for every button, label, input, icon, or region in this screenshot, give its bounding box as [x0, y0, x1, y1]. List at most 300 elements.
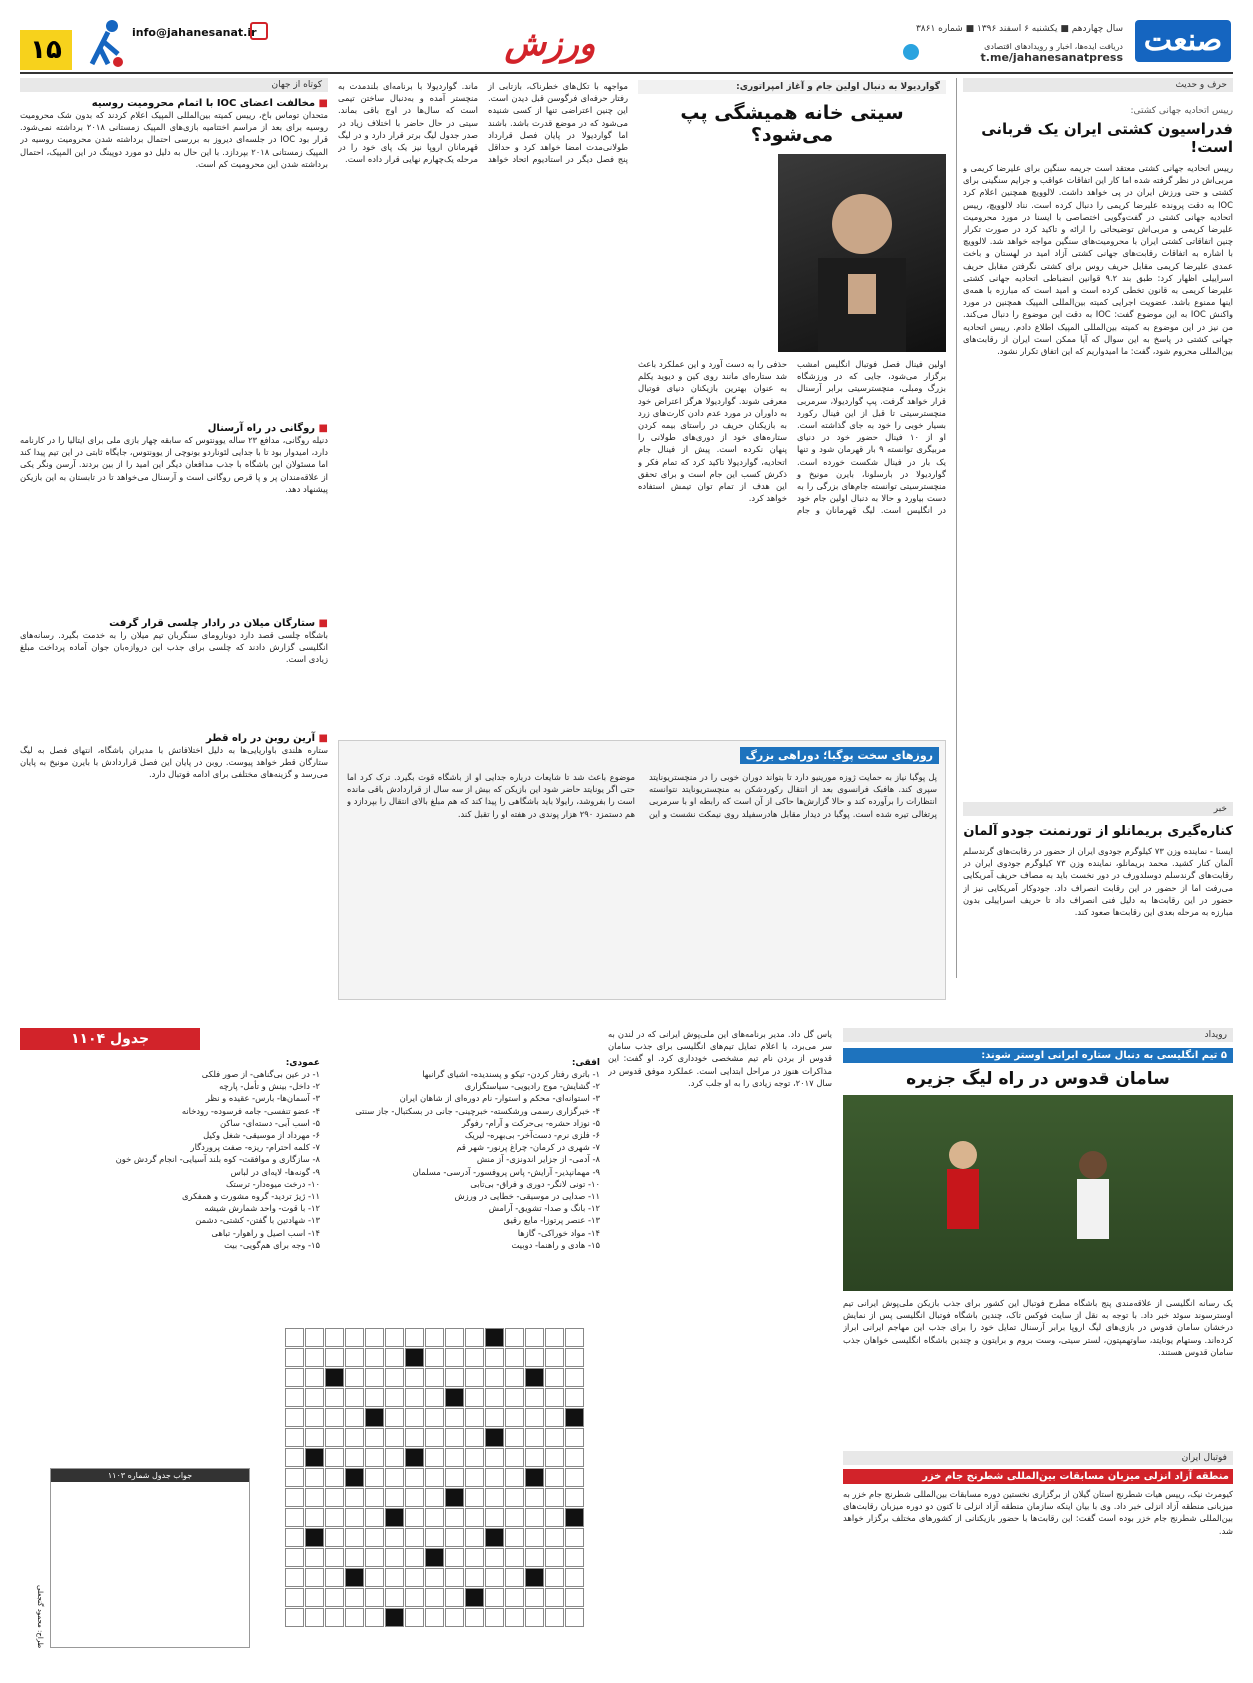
clue: ۱۳- شهادتین با گفتن- کشتی- دشمن [195, 1215, 320, 1226]
crossword-cell[interactable] [445, 1408, 464, 1427]
crossword-cell[interactable] [305, 1588, 324, 1607]
designer-credit: طراح: محمود گنجعلی [36, 1584, 44, 1648]
crossword-cell[interactable] [325, 1548, 344, 1567]
crossword-cell[interactable] [285, 1328, 304, 1347]
crossword-cell [385, 1608, 404, 1627]
crossword-cell[interactable] [405, 1428, 424, 1447]
crossword-cell[interactable] [405, 1608, 424, 1627]
crossword-cell[interactable] [425, 1388, 444, 1407]
crossword-cell[interactable] [365, 1368, 384, 1387]
crossword-cell[interactable] [445, 1468, 464, 1487]
ghoddos-continuation: یاس گل داد. مدیر برنامه‌های این ملی‌پوش ایرانی که در لندن به سر می‌برد، با اعلام تمایل تیم‌های انگلیسی برای جذب سامان قدوس از بردن نام تیم مشخصی خودداری کرد. او گفت: این مذاکرات هنوز در مراحل ابتدایی است. عملکرد موفق قدوس در سال ۲۰۱۷، توجه زیادی را به او جلب کرد. [608, 1029, 832, 1088]
crossword-cell[interactable] [525, 1388, 544, 1407]
pogba-box [338, 740, 946, 1000]
crossword-cell [325, 1368, 344, 1387]
crossword-cell[interactable] [565, 1368, 584, 1387]
clue: ۶- فلزی نرم- دست‌آخر- بی‌بهره- لیریک [464, 1130, 600, 1141]
crossword-cell[interactable] [365, 1468, 384, 1487]
crossword-cell[interactable] [365, 1548, 384, 1567]
column-divider [956, 78, 957, 978]
crossword-cell[interactable] [345, 1548, 364, 1567]
clue: ۱۲- با قوت- واحد شمارش شیشه [204, 1203, 320, 1214]
crossword-cell[interactable] [285, 1348, 304, 1367]
crossword-cell[interactable] [425, 1608, 444, 1627]
crossword-cell[interactable] [305, 1548, 324, 1567]
clue: ۴- عضو تنفسی- جامه فرسوده- رودخانه [181, 1105, 320, 1116]
crossword-cell[interactable] [325, 1528, 344, 1547]
clue: ۲- گشایش- موج رادیویی- سیاستگزاری [464, 1081, 600, 1092]
crossword-cell[interactable] [565, 1568, 584, 1587]
crossword-cell[interactable] [285, 1468, 304, 1487]
crossword-cell[interactable] [365, 1568, 384, 1587]
crossword-cell [345, 1568, 364, 1587]
crossword-cell[interactable] [345, 1328, 364, 1347]
crossword-cell[interactable] [545, 1568, 564, 1587]
crossword-cell[interactable] [325, 1468, 344, 1487]
crossword-cell[interactable] [325, 1328, 344, 1347]
crossword-cell[interactable] [485, 1468, 504, 1487]
crossword-cell[interactable] [305, 1388, 324, 1407]
brief-title: ■ آرین روبن در راه قطر [20, 733, 328, 744]
crossword-cell[interactable] [285, 1528, 304, 1547]
email[interactable]: info@jahanesanat.ir [132, 26, 257, 39]
crossword-cell[interactable] [565, 1608, 584, 1627]
crossword-cell[interactable] [565, 1328, 584, 1347]
crossword-cell[interactable] [345, 1488, 364, 1507]
crossword-cell[interactable] [465, 1408, 484, 1427]
crossword-cell[interactable] [445, 1328, 464, 1347]
crossword-cell[interactable] [285, 1548, 304, 1567]
vertical-label: عمودی: [285, 1058, 320, 1068]
clue: ۱- باتری رفتار کردن- تیکو و پسندیده- اشیای گرانبها [422, 1069, 600, 1079]
crossword-cell[interactable] [545, 1428, 564, 1447]
telegram-link[interactable]: t.me/jahanesanatpress [980, 51, 1123, 64]
crossword-cell[interactable] [405, 1388, 424, 1407]
crossword-cell[interactable] [445, 1348, 464, 1367]
crossword-cell [405, 1348, 424, 1367]
football-photo [843, 1095, 1233, 1291]
section-title: ورزش [504, 24, 596, 64]
clue: ۴- خبرگزاری رسمی ورشکسته- خبرچینی- جانی در بسکتبال- جاز سنتی [355, 1105, 600, 1116]
crossword-cell[interactable] [385, 1388, 404, 1407]
crossword-cell[interactable] [465, 1548, 484, 1567]
crossword-cell[interactable] [525, 1548, 544, 1567]
crossword-cell[interactable] [305, 1608, 324, 1627]
crossword-cell[interactable] [285, 1448, 304, 1467]
crossword-cell[interactable] [385, 1328, 404, 1347]
crossword-cell[interactable] [565, 1528, 584, 1547]
crossword-cell[interactable] [325, 1488, 344, 1507]
crossword-cell[interactable] [285, 1368, 304, 1387]
crossword-cell[interactable] [425, 1408, 444, 1427]
chess-body: کیومرث نیک، رییس هیات شطرنج استان گیلان از برگزاری نخستین دوره مسابقات بین‌المللی شطرنج جام خزر به میزبانی منطقه آزاد انزلی خبر داد. وی با بیان اینکه سازمان منطقه آزاد انزلی تا کنون دو دوره میزبان رقابت‌های بین‌المللی شطرنج جام خزر بوده است گفت: این رقابت‌ها با حضور بازیکنانی از کشورهای مختلف برگزار خواهد شد. [843, 1489, 1233, 1536]
crossword-cell[interactable] [345, 1608, 364, 1627]
crossword-cell[interactable] [545, 1468, 564, 1487]
crossword-cell[interactable] [525, 1528, 544, 1547]
continuation-text: مواجهه با تکل‌های خطرناک، بازتابی از رفتار حرفه‌ای فرگوسن قبل دیدن است. این چنین اعتراضی تنها از کسی شنیده می‌شود که در موضع قدرت باشد. باشند اما گواردیولا در پایان فصل قرارداد طولانی‌مدت امضا خواهد کرد و حداقل پنج فصل دیگر در استادیوم اتحاد خواهد ماند. گواردیولا با برنامه‌ای بلندمدت به منچستر آمده و به‌دنبال ساختن تیمی است که سال‌ها در اوج باقی بماند. سیتی در حال حاضر با اختلاف زیاد در صدر جدول لیگ برتر قرار دارد و در لیگ قهرمانان اروپا نیز یک پای خود را در مرحله یک‌چهارم نهایی قرار داده است. [338, 81, 628, 165]
clue: ۱۴- اسب اصیل و راهوار- تباهی [211, 1227, 320, 1238]
crossword-cell[interactable] [545, 1448, 564, 1467]
crossword-cell[interactable] [525, 1488, 544, 1507]
crossword-cell[interactable] [405, 1588, 424, 1607]
clue: ۳- آسمان‌ها- بارس- عقیده و نظر [205, 1093, 320, 1104]
clue: ۱۳- عنصر پرتوزا- مایع رقیق [503, 1215, 600, 1226]
article-headline: سیتی خانه همیشگی پپ می‌شود؟ [680, 102, 904, 146]
crossword-cell[interactable] [305, 1468, 324, 1487]
telegram-note: دریافت ایده‌ها، اخبار و رویدادهای اقتصادی [984, 42, 1123, 51]
crossword-cell[interactable] [405, 1468, 424, 1487]
clue: ۸- سازگاری و موافقت- کوه بلند آسیایی- انجام گردش خون [115, 1154, 320, 1165]
crossword-cell[interactable] [405, 1568, 424, 1587]
crossword-cell[interactable] [305, 1508, 324, 1527]
crossword-cell[interactable] [485, 1548, 504, 1567]
crossword-cell[interactable] [285, 1428, 304, 1447]
crossword-cell[interactable] [345, 1388, 364, 1407]
crossword-cell[interactable] [525, 1608, 544, 1627]
crossword-cell[interactable] [285, 1608, 304, 1627]
crossword-cell [485, 1528, 504, 1547]
horizontal-clues [340, 1058, 600, 1251]
answer-label: جواب جدول شماره ۱۱۰۳ [51, 1469, 249, 1482]
crossword-cell[interactable] [425, 1328, 444, 1347]
crossword-cell[interactable] [325, 1388, 344, 1407]
chess-label: فوتبال ایران [843, 1451, 1233, 1465]
email-icon [250, 22, 268, 40]
crossword-cell[interactable] [425, 1448, 444, 1467]
crossword-cell[interactable] [505, 1588, 524, 1607]
crossword-cell[interactable] [505, 1408, 524, 1427]
box-body: پل پوگبا نیاز به حمایت ژوزه مورینیو دارد تا بتواند دوران خوبی را در منچستریونایتد سپری کند. هافبک فرانسوی بعد از انتقال رکوردشکن به منچستریونایتد نتوانسته انتظارات را برآورده کند و حالا گزارش‌ها حاکی از آن است که رابطه او با سرمربی پرتغالی تیره شده است. پوگبا در دیدار مقابل هادرسفیلد روی نیمکت نشست و این موضوع باعث شد تا شایعات درباره جدایی او از باشگاه قوت بگیرد. ترک کرد اما حتی اگر یونایتد حاضر شود این بازیکن که بیش از سه سال از قراردادش باقی مانده است را بفروشد، رایولا باید باشگاهی را پیدا کند که هم مبلغ بالای انتقال را بپردازد و هم دستمزد ۲۹۰ هزار پوندی در هفته او را تقبل کند. [347, 772, 937, 819]
crossword-cell [565, 1508, 584, 1527]
clue: ۵- اسب آبی- دسته‌ای- ساکن [220, 1117, 320, 1128]
crossword-cell[interactable] [285, 1408, 304, 1427]
clue: ۹- گونه‌ها- لایه‌ای در لباس [230, 1166, 320, 1177]
crossword-cell[interactable] [565, 1588, 584, 1607]
clue: ۱۰- تونی لانگر- دوری و فراق- بی‌تابی [470, 1178, 600, 1189]
brief-item [20, 618, 328, 729]
crossword-cell[interactable] [405, 1488, 424, 1507]
crossword-cell[interactable] [445, 1368, 464, 1387]
crossword-cell[interactable] [485, 1408, 504, 1427]
crossword-cell[interactable] [285, 1568, 304, 1587]
crossword-cell[interactable] [405, 1508, 424, 1527]
crossword-cell[interactable] [365, 1588, 384, 1607]
telegram-block[interactable] [923, 42, 1123, 64]
crossword-cell[interactable] [485, 1508, 504, 1527]
clue: ۱۵- هادی و راهنما- دوبیت [511, 1239, 600, 1250]
clue: ۸- آدمی- از جزایر اندونزی- آز منش [476, 1154, 600, 1165]
article-headline: فدراسیون کشتی ایران یک قربانی است! [981, 120, 1233, 156]
crossword-cell [385, 1508, 404, 1527]
crossword-cell[interactable] [505, 1468, 524, 1487]
crossword-cell[interactable] [565, 1348, 584, 1367]
crossword-cell[interactable] [545, 1528, 564, 1547]
brief-body: دنیله روگانی، مدافع ۲۳ ساله یوونتوس که سابقه چهار بازی ملی برای ایتالیا را در کارنامه دارد، امیدوار بود تا با جدایی لئوناردو بونوچی از یوونتوس، جایگاه ثابتی در این تیم پیدا کند اما مسئولان این باشگاه با جذب مدافعان دیگر این امید را از بین بردند. آرسن ونگر یکی از علاقه‌مندان پر و پا قرص روگانی است و آرسنال می‌خواهد تا در تابستان به این بازیکن پیشنهاد دهد. [20, 435, 328, 494]
clue: ۲- داخل- بینش و تأمل- پارچه [219, 1081, 320, 1092]
crossword-cell[interactable] [485, 1608, 504, 1627]
crossword-cell[interactable] [565, 1488, 584, 1507]
crossword-cell[interactable] [525, 1328, 544, 1347]
crossword-cell[interactable] [325, 1588, 344, 1607]
crossword-cell[interactable] [445, 1448, 464, 1467]
crossword-cell[interactable] [345, 1528, 364, 1547]
crossword-cell[interactable] [405, 1548, 424, 1567]
crossword-cell[interactable] [285, 1488, 304, 1507]
crossword-cell[interactable] [425, 1528, 444, 1547]
world-briefs [20, 78, 328, 1018]
crossword-cell[interactable] [385, 1488, 404, 1507]
clue: ۷- شهری در کرمان- چراغ پرنور- شهر قم [456, 1142, 600, 1153]
crossword-grid[interactable] [278, 1328, 584, 1634]
clue: ۱۱- صدایی در موسیقی- خطایی در ورزش [454, 1191, 600, 1202]
clue: ۷- کلمه احترام- ریزه- صفت پروردگار [190, 1142, 320, 1153]
previous-answer [50, 1468, 250, 1648]
crossword-cell[interactable] [505, 1568, 524, 1587]
crossword-cell[interactable] [305, 1568, 324, 1587]
horizontal-label: افقی: [571, 1058, 600, 1068]
crossword-cell[interactable] [365, 1448, 384, 1467]
crossword-cell[interactable] [465, 1528, 484, 1547]
crossword-cell[interactable] [505, 1608, 524, 1627]
crossword-cell[interactable] [545, 1368, 564, 1387]
crossword-cell [425, 1548, 444, 1567]
issue-number: شماره ۳۸۶۱ [915, 24, 963, 34]
crossword-cell[interactable] [465, 1428, 484, 1447]
crossword-cell[interactable] [365, 1608, 384, 1627]
crossword-cell[interactable] [525, 1588, 544, 1607]
logo: صنعت [1135, 20, 1231, 62]
crossword-cell[interactable] [505, 1448, 524, 1467]
crossword-cell [525, 1368, 544, 1387]
crossword-cell[interactable] [485, 1348, 504, 1367]
clue: ۹- مهمانپذیر- آرایش- پاس پروفسور- آدرسی- مسلمان [412, 1166, 600, 1177]
crossword-cell[interactable] [525, 1348, 544, 1367]
crossword-cell[interactable] [565, 1468, 584, 1487]
crossword-cell[interactable] [465, 1348, 484, 1367]
issue-date: یکشنبه ۶ اسفند ۱۳۹۶ [976, 24, 1058, 34]
crossword-cell[interactable] [545, 1508, 564, 1527]
section-label: کوتاه از جهان [20, 78, 328, 92]
crossword-cell [465, 1588, 484, 1607]
crossword-cell[interactable] [345, 1448, 364, 1467]
crossword-cell[interactable] [445, 1608, 464, 1627]
crossword-cell[interactable] [465, 1368, 484, 1387]
crossword-cell[interactable] [345, 1408, 364, 1427]
crossword-cell[interactable] [365, 1328, 384, 1347]
crossword-cell[interactable] [445, 1568, 464, 1587]
clue: ۱۲- بانگ و صدا- تشویق- آرامش [488, 1203, 600, 1214]
crossword-cell[interactable] [525, 1448, 544, 1467]
crossword-cell[interactable] [465, 1448, 484, 1467]
crossword-cell[interactable] [325, 1348, 344, 1367]
crossword-cell[interactable] [505, 1368, 524, 1387]
article-kicker: گواردیولا به دنبال اولین جام و آغاز امپراتوری: [638, 80, 946, 94]
crossword-cell[interactable] [485, 1448, 504, 1467]
clue: ۶- مهرداد از موسیقی- شغل وکیل [203, 1130, 320, 1141]
crossword-cell[interactable] [465, 1468, 484, 1487]
crossword-cell [485, 1328, 504, 1347]
crossword-cell[interactable] [545, 1608, 564, 1627]
crossword-cell[interactable] [305, 1408, 324, 1427]
crossword-cell [445, 1388, 464, 1407]
crossword [20, 1028, 600, 1668]
brief-body: ستاره هلندی باواریایی‌ها به دلیل اختلافاتش با مدیران باشگاه، انتهای فصل به لیگ ستارگان قطر خواهد پیوست. روبن در پایان این فصل قراردادش با بایرن مونیخ به پایان می‌رسد و گزینه‌های مختلفی برای ادامه فوتبال دارد. [20, 745, 328, 780]
crossword-cell [345, 1468, 364, 1487]
crossword-cell[interactable] [385, 1428, 404, 1447]
crossword-cell[interactable] [505, 1508, 524, 1527]
crossword-cell[interactable] [385, 1468, 404, 1487]
crossword-cell[interactable] [425, 1508, 444, 1527]
crossword-cell[interactable] [525, 1408, 544, 1427]
clue: ۵- نوزاد حشره- بی‌حرکت و آرام- رفوگر [461, 1117, 600, 1128]
crossword-cell[interactable] [385, 1548, 404, 1567]
crossword-cell[interactable] [345, 1428, 364, 1447]
header-divider [20, 72, 1233, 74]
crossword-cell[interactable] [405, 1328, 424, 1347]
crossword-cell[interactable] [385, 1568, 404, 1587]
crossword-cell[interactable] [545, 1328, 564, 1347]
crossword-cell[interactable] [445, 1548, 464, 1567]
crossword-cell[interactable] [305, 1328, 324, 1347]
crossword-cell[interactable] [465, 1328, 484, 1347]
crossword-cell[interactable] [365, 1528, 384, 1547]
crossword-cell[interactable] [305, 1348, 324, 1367]
crossword-cell[interactable] [405, 1528, 424, 1547]
crossword-cell[interactable] [505, 1348, 524, 1367]
crossword-cell[interactable] [365, 1348, 384, 1367]
crossword-cell[interactable] [485, 1368, 504, 1387]
crossword-cell[interactable] [345, 1508, 364, 1527]
crossword-cell[interactable] [545, 1408, 564, 1427]
crossword-cell[interactable] [305, 1488, 324, 1507]
crossword-cell [445, 1488, 464, 1507]
crossword-cell[interactable] [285, 1508, 304, 1527]
crossword-cell[interactable] [325, 1408, 344, 1427]
right-column [963, 78, 1233, 978]
crossword-cell[interactable] [485, 1388, 504, 1407]
article-body: یک رسانه انگلیسی از علاقه‌مندی پنج باشگاه مطرح فوتبال این کشور برای جذب بازیکن ملی‌پوش ایرانی تیم اوسترسوند سوئد خبر داد. با توجه به نقل از سایت فوکس تاک، چندین باشگاه فوتبال انگلیسی پس از نمایش درخشان سامان قدوس در بازی‌های لیگ اروپا برابر آرسنال تمایل خود را برای جذب این مهاجم ایرانی ابراز کرده‌اند. وستهام یونایتد، ساوتهمپتون، لستر سیتی، وست بروم و برایتون و چندین باشگاه انگلیسی خواهان جذب سامان قدوس هستند. [843, 1298, 1233, 1357]
crossword-cell[interactable] [325, 1508, 344, 1527]
crossword-cell[interactable] [565, 1548, 584, 1567]
crossword-cell[interactable] [425, 1368, 444, 1387]
brief-item [20, 423, 328, 614]
crossword-cell[interactable] [425, 1348, 444, 1367]
crossword-cell[interactable] [485, 1488, 504, 1507]
crossword-cell[interactable] [565, 1448, 584, 1467]
crossword-cell[interactable] [545, 1588, 564, 1607]
crossword-cell[interactable] [505, 1328, 524, 1347]
section-label: حرف و حدیث [963, 78, 1233, 92]
crossword-cell[interactable] [305, 1368, 324, 1387]
crossword-cell[interactable] [445, 1528, 464, 1547]
page-number: ۱۵ [20, 30, 72, 70]
brief-title: ■ مخالفت اعضای IOC با اتمام محرومیت روسیه [20, 98, 328, 109]
box-headline: روزهای سخت پوگبا؛ دوراهی بزرگ [740, 747, 939, 764]
crossword-cell[interactable] [545, 1388, 564, 1407]
crossword-title: جدول ۱۱۰۴ [20, 1028, 200, 1050]
crossword-cell[interactable] [325, 1568, 344, 1587]
article-headline: سامان قدوس در راه لیگ جزیره [906, 1069, 1170, 1089]
crossword-cell[interactable] [405, 1368, 424, 1387]
crossword-cell[interactable] [565, 1428, 584, 1447]
crossword-cell[interactable] [345, 1368, 364, 1387]
crossword-cell[interactable] [525, 1508, 544, 1527]
news-headline: کناره‌گیری بریمانلو از تورنمنت جودو آلمان [963, 824, 1233, 839]
crossword-cell[interactable] [405, 1408, 424, 1427]
crossword-cell[interactable] [525, 1428, 544, 1447]
guardiola-photo [778, 154, 946, 352]
crossword-cell[interactable] [545, 1548, 564, 1567]
crossword-cell[interactable] [465, 1388, 484, 1407]
crossword-cell[interactable] [325, 1428, 344, 1447]
crossword-cell[interactable] [425, 1468, 444, 1487]
crossword-cell[interactable] [385, 1408, 404, 1427]
crossword-cell[interactable] [385, 1348, 404, 1367]
crossword-cell[interactable] [485, 1568, 504, 1587]
crossword-cell[interactable] [485, 1588, 504, 1607]
crossword-cell[interactable] [445, 1428, 464, 1447]
crossword-cell [485, 1428, 504, 1447]
crossword-cell [525, 1568, 544, 1587]
soccer-player-icon [86, 18, 126, 68]
crossword-cell[interactable] [365, 1508, 384, 1527]
brief-body: متحدان توماس باخ، رییس کمیته بین‌المللی المپیک اعلام کردند که بدون شک محرومیت روسیه برای بعد از مراسم اختتامیه بازی‌های المپیک زمستانی ۲۰۱۸ برداشته نمی‌شود. قرار بود IOC در جلسه‌ای دیروز به بررسی احتمال برداشته شدن محرومیت روسیه در المپیک زمستانی ۲۰۱۸ بپردازد. با این حال به دلیل دو مورد دوپینگ در این المپیک، احتمال برداشته شدن این محرومیت کم است. [20, 110, 328, 169]
crossword-cell[interactable] [505, 1548, 524, 1567]
crossword-cell[interactable] [285, 1588, 304, 1607]
crossword-cell[interactable] [505, 1528, 524, 1547]
vertical-clues [20, 1058, 320, 1251]
crossword-cell[interactable] [385, 1528, 404, 1547]
crossword-cell[interactable] [465, 1608, 484, 1627]
crossword-cell[interactable] [325, 1608, 344, 1627]
crossword-cell[interactable] [385, 1448, 404, 1467]
brief-body: باشگاه چلسی قصد دارد دونارومای سنگربان تیم میلان را به خدمت بگیرد. رسانه‌های انگلیسی گزارش دادند که چلسی برای جذب این دروازه‌بان جوان آماده پرداخت مبلغ زیادی است. [20, 630, 328, 665]
clue: ۳- استوانه‌ای- محکم و استوار- نام دوره‌ای از شاهان ایران [399, 1093, 600, 1104]
crossword-cell[interactable] [345, 1348, 364, 1367]
ghoddos-article [843, 1028, 1233, 1668]
crossword-cell[interactable] [385, 1368, 404, 1387]
crossword-cell[interactable] [425, 1588, 444, 1607]
crossword-cell [405, 1448, 424, 1467]
crossword-cell[interactable] [345, 1588, 364, 1607]
crossword-cell[interactable] [425, 1428, 444, 1447]
crossword-cell[interactable] [425, 1488, 444, 1507]
crossword-cell[interactable] [365, 1488, 384, 1507]
crossword-cell[interactable] [545, 1488, 564, 1507]
crossword-cell[interactable] [465, 1568, 484, 1587]
crossword-cell[interactable] [505, 1428, 524, 1447]
crossword-cell[interactable] [325, 1448, 344, 1467]
crossword-cell[interactable] [365, 1428, 384, 1447]
crossword-cell[interactable] [465, 1508, 484, 1527]
crossword-cell[interactable] [505, 1488, 524, 1507]
crossword-cell[interactable] [365, 1388, 384, 1407]
crossword-cell[interactable] [305, 1428, 324, 1447]
crossword-cell[interactable] [385, 1588, 404, 1607]
crossword-cell[interactable] [565, 1388, 584, 1407]
crossword-cell[interactable] [505, 1388, 524, 1407]
crossword-cell[interactable] [465, 1488, 484, 1507]
crossword-cell[interactable] [445, 1588, 464, 1607]
masthead [0, 0, 1253, 78]
crossword-cell[interactable] [445, 1508, 464, 1527]
crossword-cell [305, 1528, 324, 1547]
crossword-cell[interactable] [425, 1568, 444, 1587]
crossword-cell[interactable] [545, 1348, 564, 1367]
crossword-cell[interactable] [285, 1388, 304, 1407]
clue: ۱۰- درخت میوه‌دار- ترستک [225, 1178, 320, 1189]
article-kicker: رییس اتحادیه جهانی کشتی: [1130, 106, 1233, 116]
